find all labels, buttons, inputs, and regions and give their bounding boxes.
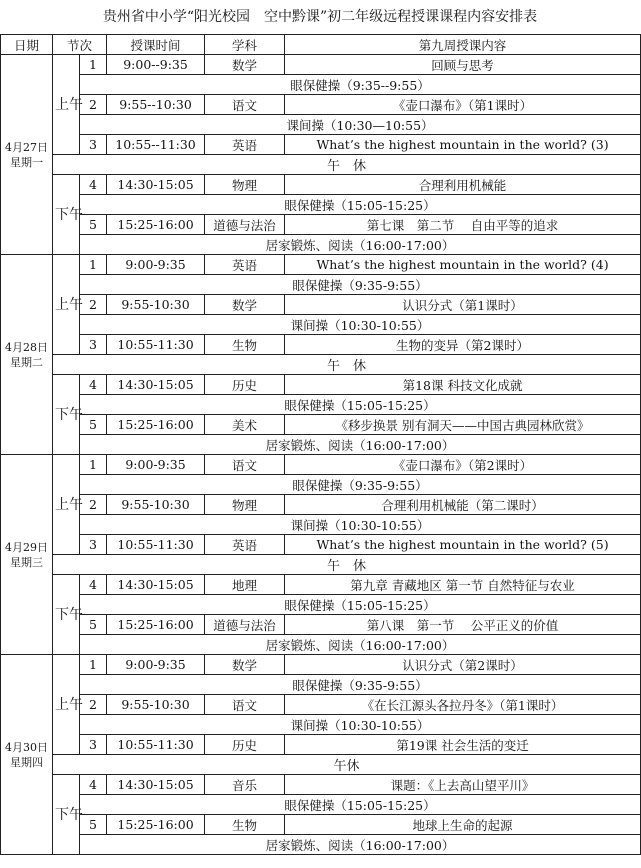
afternoon-label: 下午 bbox=[53, 175, 80, 255]
table-row bbox=[1, 115, 641, 135]
lesson-content: 第七课 第二节 自由平等的追求 bbox=[285, 215, 641, 235]
break-cell: 眼保健操（15:05-15:25） bbox=[80, 195, 641, 215]
class-time: 14:30-15:05 bbox=[107, 575, 205, 595]
noon-break-cell: 午 休 bbox=[53, 155, 641, 175]
table-row bbox=[1, 75, 641, 95]
weekday-label: 星期二 bbox=[10, 355, 43, 369]
lesson-content: 第八课 第一节 公平正义的价值 bbox=[285, 615, 641, 635]
date-cell bbox=[1, 255, 53, 455]
lesson-content: What’s the highest mountain in the world? (3) bbox=[285, 135, 641, 155]
table-row bbox=[1, 195, 641, 215]
subject: 语文 bbox=[205, 95, 285, 115]
table-row bbox=[1, 375, 641, 395]
class-time: 14:30-15:05 bbox=[107, 775, 205, 795]
lesson-content: 回顾与思考 bbox=[285, 55, 641, 75]
break-cell: 课间操（10:30-10:55） bbox=[80, 315, 641, 335]
class-time: 15:25-16:00 bbox=[107, 815, 205, 835]
schedule-table bbox=[0, 34, 641, 855]
period-number: 4 bbox=[80, 575, 107, 595]
lesson-content: 认识分式（第1课时） bbox=[285, 295, 641, 315]
period-number: 1 bbox=[80, 655, 107, 675]
lesson-content: 《在长江源头各拉丹冬》（第1课时） bbox=[285, 695, 641, 715]
date-label: 4月27日 bbox=[5, 140, 48, 154]
table-row bbox=[1, 495, 641, 515]
afternoon-label: 下午 bbox=[53, 775, 80, 855]
lesson-content: 生物的变异（第2课时） bbox=[285, 335, 641, 355]
noon-break-cell: 午 休 bbox=[53, 555, 641, 575]
class-time: 14:30-15:05 bbox=[107, 375, 205, 395]
period-number: 5 bbox=[80, 415, 107, 435]
subject: 地理 bbox=[205, 575, 285, 595]
subject: 物理 bbox=[205, 495, 285, 515]
break-cell: 居家锻炼、阅读（16:00-17:00） bbox=[80, 635, 641, 655]
table-row bbox=[1, 655, 641, 675]
break-cell: 居家锻炼、阅读（16:00-17:00） bbox=[80, 835, 641, 855]
weekday-label: 星期四 bbox=[10, 755, 43, 769]
table-row bbox=[1, 135, 641, 155]
table-row bbox=[1, 755, 641, 775]
weekday-label: 星期一 bbox=[10, 155, 43, 169]
break-cell: 眼保健操（15:05-15:25） bbox=[80, 395, 641, 415]
class-time: 10:55-11:30 bbox=[107, 735, 205, 755]
class-time: 9:00-9:35 bbox=[107, 655, 205, 675]
period-number: 2 bbox=[80, 495, 107, 515]
period-number: 4 bbox=[80, 775, 107, 795]
table-row bbox=[1, 235, 641, 255]
lesson-content: 第18课 科技文化成就 bbox=[285, 375, 641, 395]
table-row bbox=[1, 275, 641, 295]
class-time: 9:55-10:30 bbox=[107, 695, 205, 715]
subject: 生物 bbox=[205, 335, 285, 355]
date-label: 4月29日 bbox=[5, 540, 48, 554]
lesson-content: 地球上生命的起源 bbox=[285, 815, 641, 835]
lesson-content: 《移步换景 别有洞天——中国古典园林欣赏》 bbox=[285, 415, 641, 435]
subject: 历史 bbox=[205, 735, 285, 755]
period-number: 1 bbox=[80, 255, 107, 275]
table-row bbox=[1, 595, 641, 615]
break-cell: 眼保健操（15:05-15:25） bbox=[80, 795, 641, 815]
header-period: 节次 bbox=[53, 35, 107, 55]
class-time: 10:55-11:30 bbox=[107, 335, 205, 355]
lesson-content: 第19课 社会生活的变迁 bbox=[285, 735, 641, 755]
class-time: 9:00--9:35 bbox=[107, 55, 205, 75]
class-time: 15:25-16:00 bbox=[107, 215, 205, 235]
class-time: 15:25-16:00 bbox=[107, 415, 205, 435]
date-cell bbox=[1, 455, 53, 655]
header-time: 授课时间 bbox=[107, 35, 205, 55]
period-number: 2 bbox=[80, 295, 107, 315]
class-time: 10:55--11:30 bbox=[107, 135, 205, 155]
class-time: 10:55-11:30 bbox=[107, 535, 205, 555]
table-row bbox=[1, 215, 641, 235]
lesson-content: What’s the highest mountain in the world? (5) bbox=[285, 535, 641, 555]
lesson-content: 合理利用机械能（第二课时） bbox=[285, 495, 641, 515]
header-row bbox=[1, 35, 641, 55]
table-row bbox=[1, 615, 641, 635]
lesson-content: 《壶口瀑布》（第1课时） bbox=[285, 95, 641, 115]
header-content: 第九周授课内容 bbox=[285, 35, 641, 55]
class-time: 9:00-9:35 bbox=[107, 255, 205, 275]
table-row bbox=[1, 295, 641, 315]
period-number: 3 bbox=[80, 735, 107, 755]
class-time: 9:55-10:30 bbox=[107, 495, 205, 515]
subject: 历史 bbox=[205, 375, 285, 395]
break-cell: 眼保健操（15:05-15:25） bbox=[80, 595, 641, 615]
afternoon-label: 下午 bbox=[53, 575, 80, 655]
break-cell: 课间操（10:30-10:55） bbox=[80, 515, 641, 535]
morning-label: 上午 bbox=[53, 655, 80, 755]
table-row bbox=[1, 475, 641, 495]
subject: 数学 bbox=[205, 295, 285, 315]
table-row bbox=[1, 775, 641, 795]
subject: 英语 bbox=[205, 535, 285, 555]
subject: 英语 bbox=[205, 255, 285, 275]
break-cell: 课间操（10:30—10:55） bbox=[80, 115, 641, 135]
table-row bbox=[1, 55, 641, 75]
lesson-content: 认识分式（第2课时） bbox=[285, 655, 641, 675]
lesson-content: 课题：《上去高山望平川》 bbox=[285, 775, 641, 795]
table-row bbox=[1, 635, 641, 655]
break-cell: 眼保健操（9:35--9:55） bbox=[80, 75, 641, 95]
period-number: 2 bbox=[80, 695, 107, 715]
subject: 物理 bbox=[205, 175, 285, 195]
class-time: 9:00-9:35 bbox=[107, 455, 205, 475]
table-row bbox=[1, 255, 641, 275]
table-row bbox=[1, 795, 641, 815]
lesson-content: 《壶口瀑布》（第2课时） bbox=[285, 455, 641, 475]
lesson-content: 第九章 青藏地区 第一节 自然特征与农业 bbox=[285, 575, 641, 595]
break-cell: 眼保健操（9:35-9:55） bbox=[80, 475, 641, 495]
period-number: 4 bbox=[80, 375, 107, 395]
class-time: 9:55-10:30 bbox=[107, 295, 205, 315]
table-row bbox=[1, 715, 641, 735]
subject: 道德与法治 bbox=[205, 215, 285, 235]
header-date: 日期 bbox=[1, 35, 53, 55]
table-row bbox=[1, 155, 641, 175]
table-row bbox=[1, 95, 641, 115]
period-number: 1 bbox=[80, 55, 107, 75]
break-cell: 眼保健操（9:35-9:55） bbox=[80, 275, 641, 295]
table-row bbox=[1, 835, 641, 855]
noon-break-cell: 午 休 bbox=[53, 355, 641, 375]
date-cell bbox=[1, 655, 53, 855]
subject: 生物 bbox=[205, 815, 285, 835]
subject: 英语 bbox=[205, 135, 285, 155]
period-number: 3 bbox=[80, 335, 107, 355]
lesson-content: 合理利用机械能 bbox=[285, 175, 641, 195]
period-number: 4 bbox=[80, 175, 107, 195]
morning-label: 上午 bbox=[53, 255, 80, 355]
period-number: 3 bbox=[80, 535, 107, 555]
table-row bbox=[1, 555, 641, 575]
subject: 语文 bbox=[205, 695, 285, 715]
date-label: 4月30日 bbox=[5, 740, 48, 754]
subject: 美术 bbox=[205, 415, 285, 435]
table-row bbox=[1, 535, 641, 555]
table-row bbox=[1, 335, 641, 355]
class-time: 9:55--10:30 bbox=[107, 95, 205, 115]
table-row bbox=[1, 415, 641, 435]
subject: 数学 bbox=[205, 55, 285, 75]
period-number: 5 bbox=[80, 815, 107, 835]
table-row bbox=[1, 575, 641, 595]
table-row bbox=[1, 735, 641, 755]
subject: 道德与法治 bbox=[205, 615, 285, 635]
table-row bbox=[1, 355, 641, 375]
period-number: 2 bbox=[80, 95, 107, 115]
lesson-content: What’s the highest mountain in the world? (4) bbox=[285, 255, 641, 275]
table-row bbox=[1, 175, 641, 195]
date-cell bbox=[1, 55, 53, 255]
period-number: 1 bbox=[80, 455, 107, 475]
table-row bbox=[1, 675, 641, 695]
period-number: 5 bbox=[80, 215, 107, 235]
table-row bbox=[1, 455, 641, 475]
table-row bbox=[1, 815, 641, 835]
morning-label: 上午 bbox=[53, 55, 80, 155]
break-cell: 课间操（10:30-10:55） bbox=[80, 715, 641, 735]
table-row bbox=[1, 395, 641, 415]
afternoon-label: 下午 bbox=[53, 375, 80, 455]
subject: 语文 bbox=[205, 455, 285, 475]
morning-label: 上午 bbox=[53, 455, 80, 555]
table-row bbox=[1, 515, 641, 535]
break-cell: 眼保健操（9:35-9:55） bbox=[80, 675, 641, 695]
break-cell: 居家锻炼、阅读（16:00-17:00） bbox=[80, 435, 641, 455]
table-row bbox=[1, 435, 641, 455]
page-title: 贵州省中小学“阳光校园 空中黔课”初二年级远程授课课程内容安排表 bbox=[102, 9, 538, 25]
break-cell: 居家锻炼、阅读（16:00-17:00） bbox=[80, 235, 641, 255]
header-subject: 学科 bbox=[205, 35, 285, 55]
class-time: 15:25-16:00 bbox=[107, 615, 205, 635]
table-row bbox=[1, 695, 641, 715]
subject: 数学 bbox=[205, 655, 285, 675]
date-label: 4月28日 bbox=[5, 340, 48, 354]
noon-break-cell: 午休 bbox=[53, 755, 641, 775]
class-time: 14:30-15:05 bbox=[107, 175, 205, 195]
table-row bbox=[1, 315, 641, 335]
period-number: 3 bbox=[80, 135, 107, 155]
subject: 音乐 bbox=[205, 775, 285, 795]
period-number: 5 bbox=[80, 615, 107, 635]
weekday-label: 星期三 bbox=[10, 555, 43, 569]
